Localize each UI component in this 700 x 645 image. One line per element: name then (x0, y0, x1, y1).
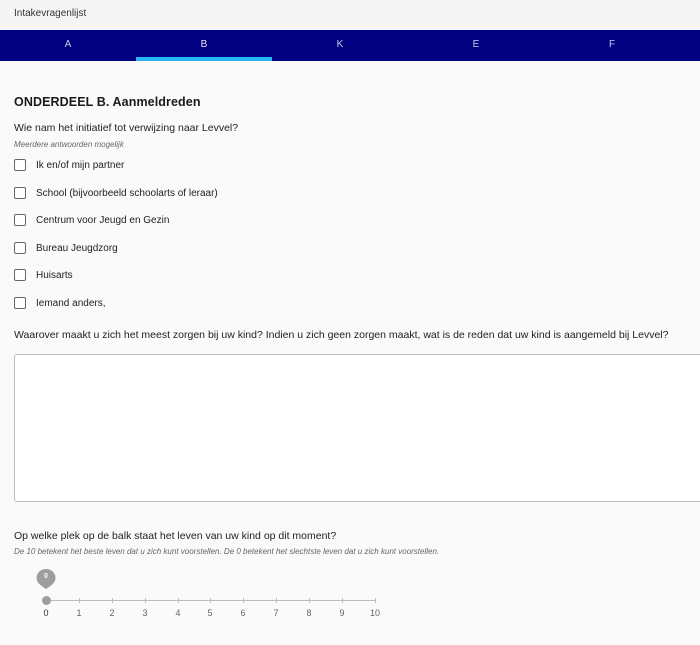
slider-tick-label: 7 (273, 608, 279, 618)
option-label: Bureau Jeugdzorg (36, 242, 118, 254)
slider-thumb[interactable] (42, 596, 51, 605)
slider-value: 0 (44, 573, 48, 580)
slider-tick (276, 598, 277, 603)
checkbox[interactable] (14, 187, 26, 199)
slider-tick (375, 598, 376, 603)
checkbox[interactable] (14, 242, 26, 254)
option-cjg[interactable] (14, 212, 169, 228)
tab-f[interactable]: F (608, 39, 616, 50)
slider-tick-label: 6 (240, 608, 246, 618)
checkbox[interactable] (14, 159, 26, 171)
app-title: Intakevragenlijst (14, 8, 87, 19)
option-label: Centrum voor Jeugd en Gezin (36, 214, 170, 226)
slider-tick-label: 3 (142, 608, 148, 618)
slider-tick-label: 10 (369, 608, 380, 618)
slider-tick-label: 0 (43, 608, 49, 618)
option-label: Iemand anders, (36, 297, 106, 309)
option-huisarts[interactable] (14, 267, 73, 283)
slider-tick (178, 598, 179, 603)
slider-tick (112, 598, 113, 603)
option-label: Huisarts (36, 269, 73, 281)
option-label: Ik en/of mijn partner (36, 159, 125, 171)
checkbox[interactable] (14, 297, 26, 309)
slider-tick-label: 1 (76, 608, 82, 618)
tab-e[interactable]: E (472, 39, 480, 50)
slider-tick (342, 598, 343, 603)
hint-multiple-answers: Meerdere antwoorden mogelijk (14, 140, 124, 149)
slider-tick (210, 598, 211, 603)
slider-tick (145, 598, 146, 603)
option-partner[interactable] (14, 157, 124, 173)
tab-a[interactable]: A (64, 39, 72, 50)
hint-life-ladder: De 10 betekent het beste leven dat u zich kunt voorstellen. De 0 betekent het slechtste leven dat u zich kunt voorstellen. (14, 547, 440, 556)
concerns-textarea[interactable] (14, 354, 700, 502)
checkbox[interactable] (14, 214, 26, 226)
slider-tick (79, 598, 80, 603)
tab-bar (0, 30, 700, 61)
question-life-ladder: Op welke plek op de balk staat het leven van uw kind op dit moment? (14, 530, 337, 542)
option-label: School (bijvoorbeeld schoolarts of leraar) (36, 187, 218, 199)
slider-tick (243, 598, 244, 603)
app-bar (0, 0, 700, 30)
tab-k[interactable]: K (336, 39, 344, 50)
question-referral: Wie nam het initiatief tot verwijzing naar Levvel? (14, 122, 239, 134)
section-title: ONDERDEEL B. Aanmeldreden (14, 95, 201, 109)
option-school[interactable] (14, 185, 218, 201)
life-ladder-slider[interactable] (43, 570, 386, 630)
slider-tick-label: 8 (306, 608, 312, 618)
tab-b[interactable]: B (136, 30, 272, 61)
slider-tick-label: 2 (109, 608, 115, 618)
checkbox[interactable] (14, 269, 26, 281)
question-concerns: Waarover maakt u zich het meest zorgen bij uw kind? Indien u zich geen zorgen maakt, wat is de reden dat uw kind is aangemeld bij Levvel? (14, 329, 669, 341)
slider-tick-label: 4 (175, 608, 181, 618)
option-bureau-jeugdzorg[interactable] (14, 240, 118, 256)
option-iemand-anders[interactable] (14, 295, 106, 311)
slider-tick (309, 598, 310, 603)
slider-tick-label: 5 (207, 608, 213, 618)
slider-tick-label: 9 (339, 608, 345, 618)
